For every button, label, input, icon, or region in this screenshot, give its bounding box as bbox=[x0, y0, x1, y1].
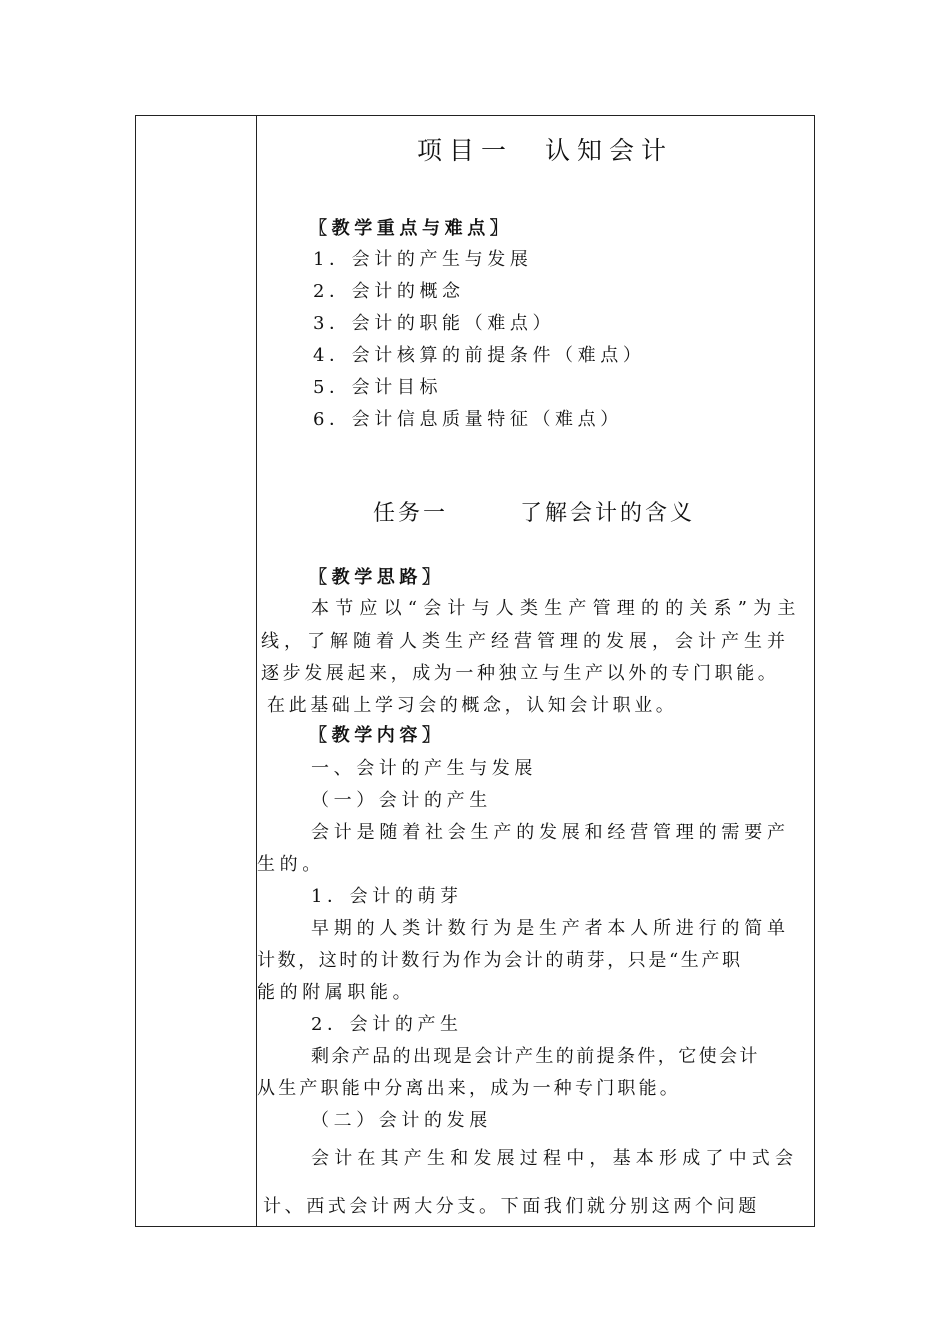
left-column-cell bbox=[136, 116, 257, 1226]
focus-item: 1．会计的产生与发展 bbox=[313, 249, 533, 270]
content-line: 从生产职能中分离出来，成为一种专门职能。 bbox=[257, 1078, 681, 1099]
content-line: （一）会计的产生 bbox=[311, 790, 492, 811]
approach-line: 逐步发展起来，成为一种独立与生产以外的专门职能。 bbox=[261, 663, 780, 684]
content-line: 能的附属职能。 bbox=[257, 982, 416, 1003]
content-cell bbox=[257, 116, 814, 1226]
lesson-table bbox=[135, 115, 815, 1227]
content-line: 计数，这时的计数行为作为会计的萌芽，只是“生产职 bbox=[257, 950, 743, 971]
task-label: 任务一 bbox=[373, 501, 449, 526]
focus-item: 4．会计核算的前提条件（难点） bbox=[313, 345, 646, 366]
content-line: 会计在其产生和发展过程中，基本形成了中式会 bbox=[311, 1148, 799, 1169]
content-line: 计、西式会计两大分支。下面我们就分别这两个问题 bbox=[263, 1196, 760, 1217]
approach-line: 本节应以“会计与人类生产管理的的关系”为主 bbox=[311, 598, 802, 619]
content-line: 早期的人类计数行为是生产者本人所进行的简单 bbox=[311, 918, 790, 939]
content-line: 生的。 bbox=[257, 854, 325, 875]
focus-item: 6．会计信息质量特征（难点） bbox=[313, 409, 623, 430]
content-line: 一、会计的产生与发展 bbox=[311, 758, 537, 779]
content-line: 2．会计的产生 bbox=[311, 1014, 463, 1035]
content-line: （二）会计的发展 bbox=[311, 1110, 492, 1131]
focus-item: 3．会计的职能（难点） bbox=[313, 313, 556, 334]
content-line: 会计是随着社会生产的发展和经营管理的需要产 bbox=[311, 822, 790, 843]
approach-heading: 〖教学思路〗 bbox=[309, 567, 445, 588]
approach-line: 线，了解随着人类生产经营管理的发展，会计产生并 bbox=[261, 631, 790, 652]
focus-item: 5．会计目标 bbox=[313, 377, 443, 398]
focus-item: 2．会计的概念 bbox=[313, 281, 465, 302]
task-name: 了解会计的含义 bbox=[520, 501, 696, 526]
content-line: 剩余产品的出现是会计产生的前提条件，它使会计 bbox=[311, 1046, 760, 1067]
project-title: 项目一 认知会计 bbox=[417, 136, 674, 165]
content-heading: 〖教学内容〗 bbox=[309, 725, 445, 746]
content-line: 1．会计的萌芽 bbox=[311, 886, 463, 907]
focus-heading: 〖教学重点与难点〗 bbox=[309, 218, 513, 239]
approach-line: 在此基础上学习会的概念，认知会计职业。 bbox=[267, 695, 678, 716]
